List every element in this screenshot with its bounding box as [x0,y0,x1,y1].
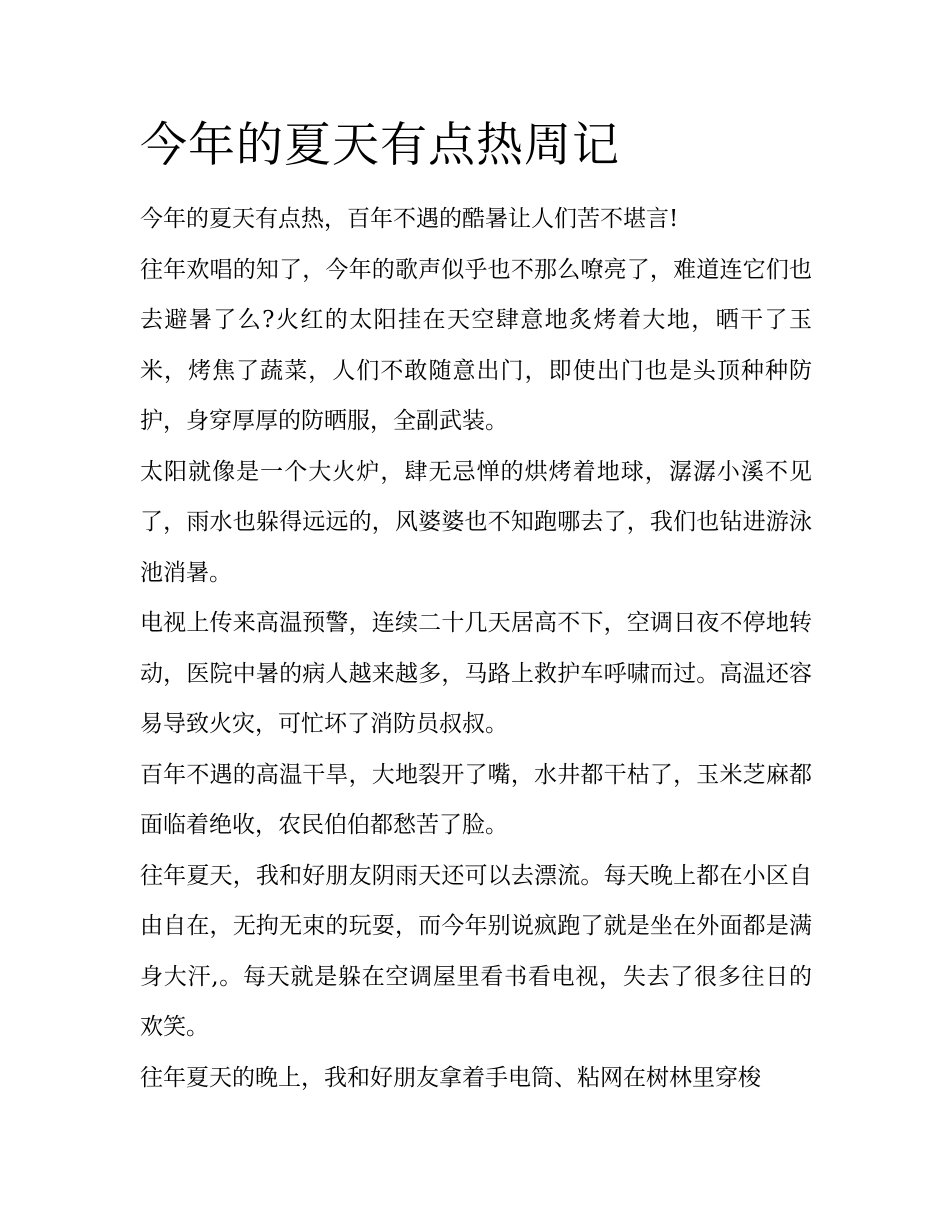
paragraph-5: 百年不遇的高温干旱，大地裂开了嘴，水井都干枯了，玉米芝麻都面临着绝收，农民伯伯都愁苦了脸。 [140,761,812,838]
paragraph-2: 往年欢唱的知了，今年的歌声似乎也不那么嘹亮了，难道连它们也去避暑了么?火红的太阳挂在天空肆意地炙烤着大地，晒干了玉米，烤焦了蔬菜，人们不敢随意出门，即使出门也是头顶种种防护，身穿厚厚的防晒服，全副武装。 [140,256,812,434]
paragraph-4: 电视上传来高温预警，连续二十几天居高不下，空调日夜不停地转动，医院中暑的病人越来越多，马路上救护车呼啸而过。高温还容易导致火灾，可忙坏了消防员叔叔。 [140,610,812,737]
document-title: 今年的夏天有点热周记 [140,118,620,173]
paragraph-6: 往年夏天，我和好朋友阴雨天还可以去漂流。每天晚上都在小区自由自在，无拘无束的玩耍，而今年别说疯跑了就是坐在外面都是满身大汗,。每天就是躲在空调屋里看书看电视，失去了很多往日的欢笑。 [140,862,812,1040]
paragraph-1: 今年的夏天有点热，百年不遇的酷暑让人们苦不堪言! [140,206,679,232]
document-body [140,112,812,1103]
paragraph-3: 太阳就像是一个大火炉，肆无忌惮的烘烤着地球，潺潺小溪不见了，雨水也躲得远远的，风婆婆也不知跑哪去了，我们也钻进游泳池消暑。 [140,458,812,586]
paragraph-7: 往年夏天的晚上，我和好朋友拿着手电筒、粘网在树林里穿梭 [140,1064,761,1091]
